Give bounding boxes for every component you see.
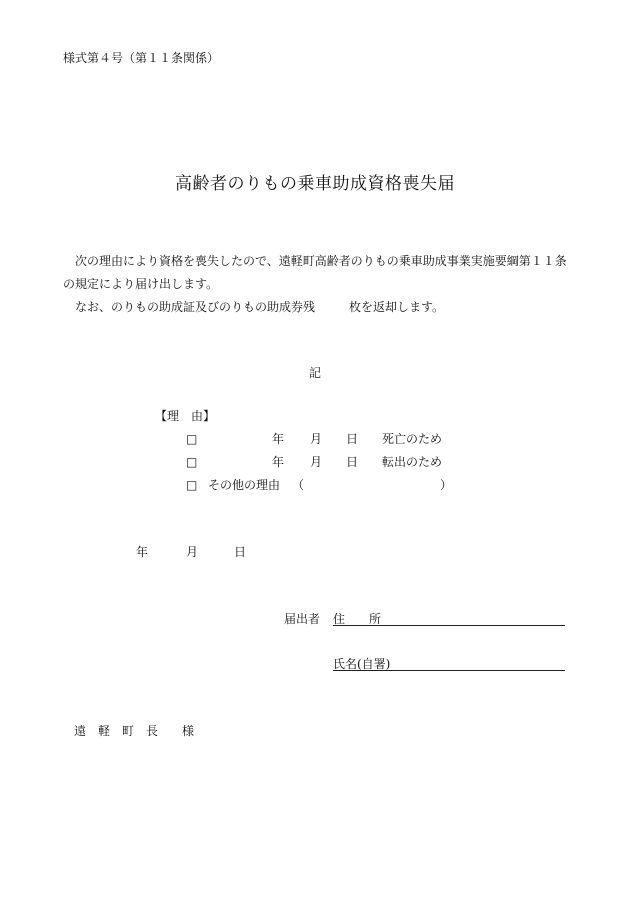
day-label: 日 <box>346 455 359 469</box>
other-reason-paren-open: （ <box>292 478 305 492</box>
year-label: 年 <box>272 432 285 446</box>
notifier-label: 届出者 <box>284 612 321 626</box>
month-label: 月 <box>310 432 323 446</box>
checkbox-moved-out[interactable]: □ <box>186 455 198 469</box>
other-reason-label: その他の理由 <box>208 478 281 492</box>
ki-heading: 記 <box>308 366 321 380</box>
date-day-label: 日 <box>234 545 247 559</box>
death-reason-label: 死亡のため <box>382 432 443 446</box>
date-year-label: 年 <box>136 545 149 559</box>
body-line-2: の規定により届け出します。 <box>63 277 219 291</box>
other-reason-paren-close: ） <box>440 478 453 492</box>
addressee: 遠 軽 町 長 様 <box>74 724 195 738</box>
address-label: 住 所 <box>333 612 382 626</box>
checkbox-death[interactable]: □ <box>186 432 198 446</box>
document-title: 高齢者のりもの乗車助成資格喪失届 <box>175 174 455 194</box>
body-paragraph <box>63 250 583 319</box>
moved-out-reason-label: 転出のため <box>382 455 443 469</box>
address-input-line[interactable] <box>333 625 565 626</box>
remaining-tickets-text: なお、のりもの助成証及びのりもの助成券残 <box>75 300 316 314</box>
name-label: 氏名(自署) <box>333 657 391 671</box>
year-label: 年 <box>272 455 285 469</box>
body-line-3 <box>63 296 583 319</box>
name-signature-line[interactable] <box>333 670 565 671</box>
checkbox-other[interactable]: □ <box>186 478 198 492</box>
reason-heading: 【理 由】 <box>155 409 216 423</box>
month-label: 月 <box>310 455 323 469</box>
form-number: 様式第４号（第１１条関係） <box>63 51 220 65</box>
return-text: 枚を返却します。 <box>349 300 445 314</box>
day-label: 日 <box>346 432 359 446</box>
body-line-1: 次の理由により資格を喪失したので、遠軽町高齢者のりもの乗車助成事業実施要綱第１１条 <box>75 254 567 268</box>
date-month-label: 月 <box>186 545 199 559</box>
